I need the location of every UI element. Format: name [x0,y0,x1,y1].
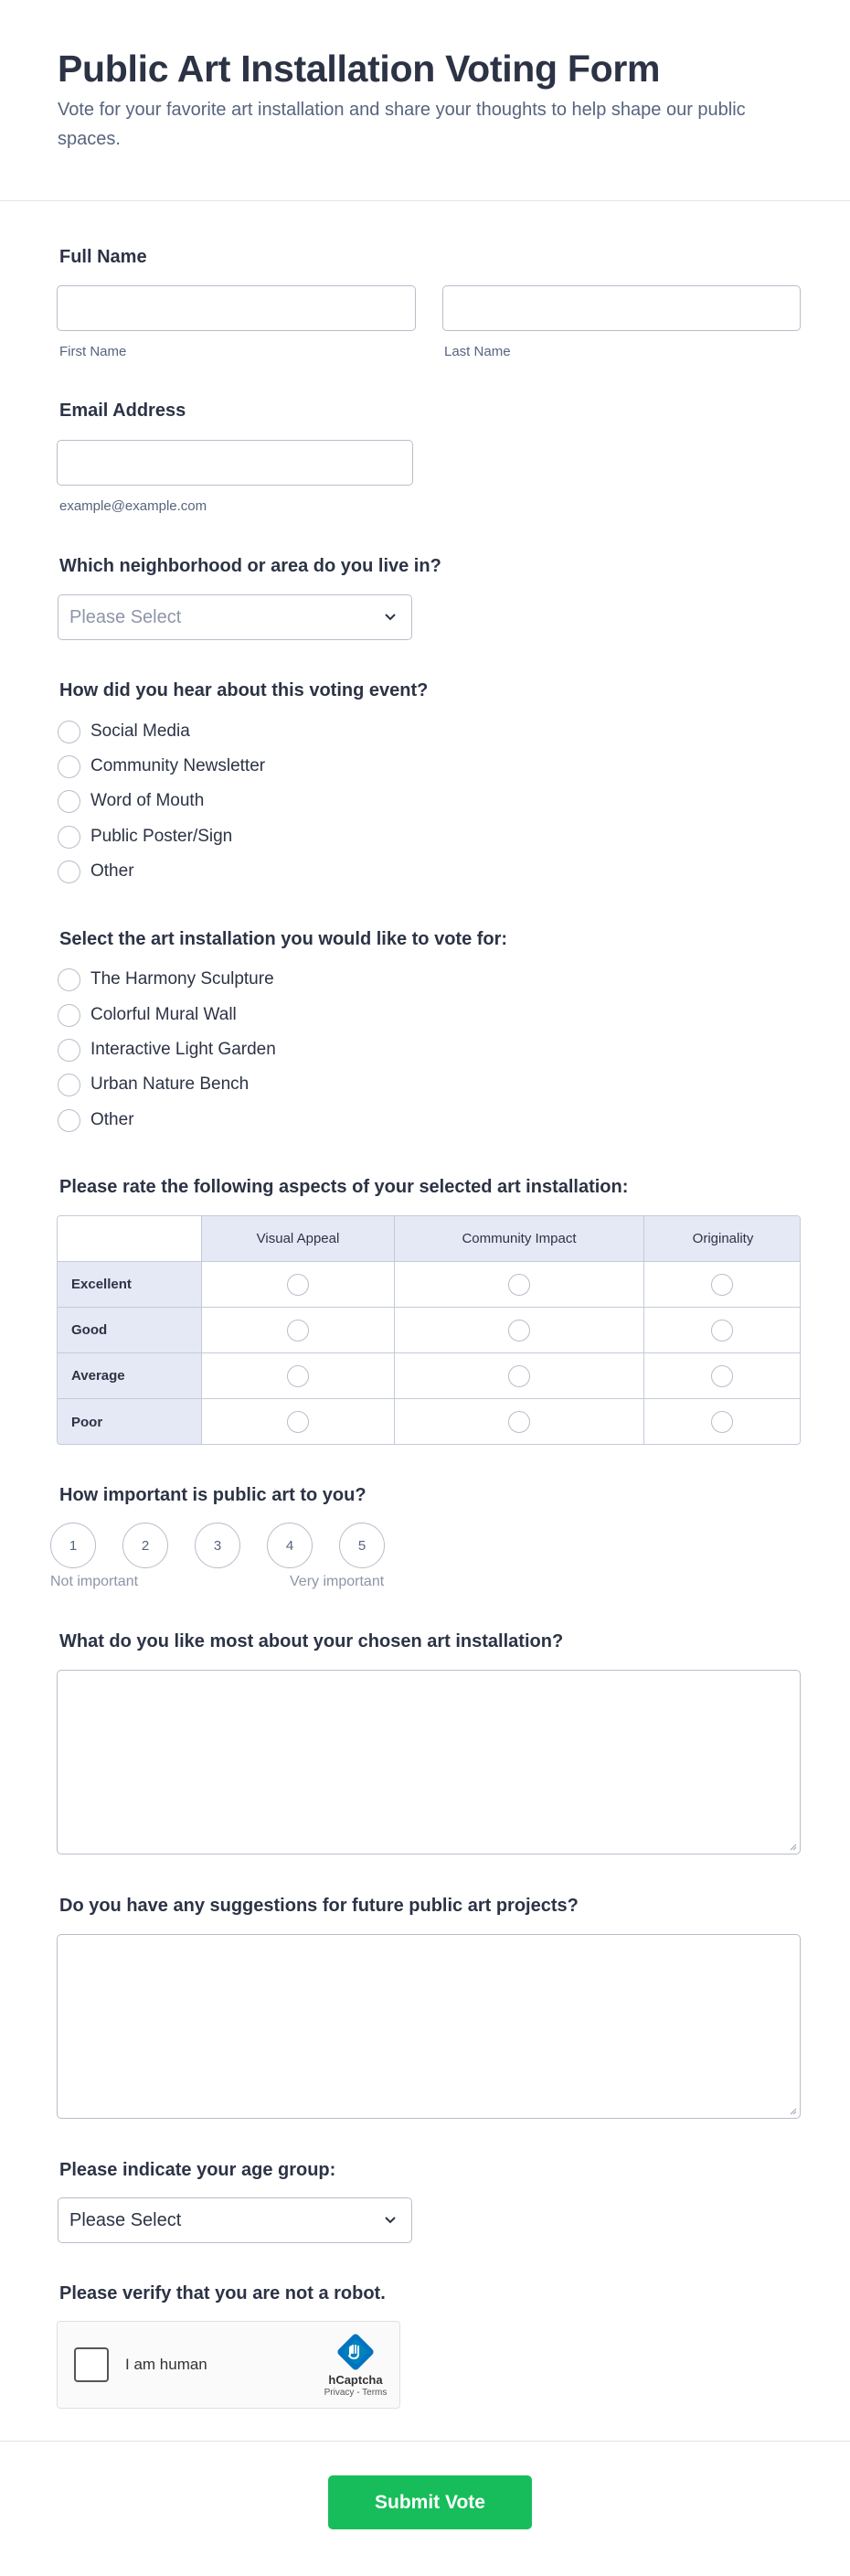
scale-option-4[interactable]: 4 [267,1523,313,1568]
matrix-radio-good-impact[interactable] [508,1320,530,1341]
installation-option[interactable] [58,1107,134,1133]
neighborhood-select[interactable] [58,594,412,640]
captcha-brand: hCaptcha [328,2373,383,2387]
last-name-sublabel: Last Name [444,344,511,359]
matrix-column-header: Originality [644,1216,801,1262]
radio-label: Colorful Mural Wall [90,1005,237,1024]
email-label: Email Address [59,401,186,421]
captcha-question-label: Please verify that you are not a robot. [59,2283,386,2303]
captcha-checkbox-label: I am human [125,2356,207,2373]
last-name-input[interactable] [442,285,801,331]
scale-option-1[interactable]: 1 [50,1523,96,1568]
captcha-privacy-terms-link[interactable]: Privacy - Terms [324,2388,388,2398]
matrix-radio-poor-impact[interactable] [508,1411,530,1433]
form-title: Public Art Installation Voting Form [58,48,661,90]
matrix-radio-excellent-visual[interactable] [287,1274,309,1296]
rating-matrix [57,1215,801,1445]
radio-label: Public Poster/Sign [90,827,233,846]
form-description: Vote for your favorite art installation and share your thoughts to help shape our public spaces. [58,100,746,149]
resize-grip-icon[interactable] [788,1842,797,1851]
matrix-row-label: Poor [58,1399,202,1445]
heard-about-label: How did you hear about this voting event? [59,680,429,700]
age-group-select-value: Please Select [69,2210,182,2230]
radio-button[interactable] [58,755,80,778]
radio-button[interactable] [58,1004,80,1027]
heard-about-option[interactable] [58,788,204,814]
email-sublabel: example@example.com [59,498,207,514]
rating-matrix-label: Please rate the following aspects of your selected art installation: [59,1177,629,1197]
radio-label: Interactive Light Garden [90,1040,276,1059]
scale-option-2[interactable]: 2 [122,1523,168,1568]
hcaptcha-logo-icon [336,2333,375,2371]
scale-high-label: Very important [290,1574,385,1589]
neighborhood-select-value: Please Select [69,607,182,627]
radio-button[interactable] [58,790,80,813]
radio-button[interactable] [58,860,80,883]
likes-label: What do you like most about your chosen art installation? [59,1631,564,1651]
first-name-input[interactable] [57,285,416,331]
radio-label: Other [90,861,134,881]
suggestions-textarea[interactable] [57,1934,801,2119]
radio-button[interactable] [58,968,80,991]
hcaptcha-widget [57,2321,400,2409]
matrix-row-label: Average [58,1353,202,1399]
installation-option[interactable] [58,1002,237,1028]
heard-about-option[interactable] [58,824,232,850]
captcha-checkbox[interactable] [74,2347,109,2382]
scale-low-label: Not important [50,1574,139,1589]
installation-option[interactable] [58,1037,276,1063]
radio-button[interactable] [58,1074,80,1096]
radio-label: Other [90,1110,134,1129]
likes-textarea[interactable] [57,1670,801,1855]
matrix-row-label: Excellent [58,1262,202,1308]
matrix-radio-poor-originality[interactable] [711,1411,733,1433]
radio-button[interactable] [58,1109,80,1132]
radio-button[interactable] [58,826,80,849]
radio-label: Word of Mouth [90,791,205,810]
installation-option[interactable] [58,1072,249,1097]
age-group-label: Please indicate your age group: [59,2160,336,2180]
form-header [0,0,850,201]
installation-label: Select the art installation you would like to vote for: [59,929,508,949]
heard-about-option[interactable] [58,719,190,744]
email-input[interactable] [57,440,413,486]
suggestions-label: Do you have any suggestions for future public art projects? [59,1896,579,1916]
heard-about-option[interactable] [58,754,265,779]
matrix-radio-average-visual[interactable] [287,1365,309,1387]
age-group-select[interactable] [58,2197,412,2243]
radio-label: The Harmony Sculpture [90,969,274,989]
matrix-corner [58,1216,202,1262]
scale-option-3[interactable]: 3 [195,1523,240,1568]
radio-label: Community Newsletter [90,756,266,775]
full-name-label: Full Name [59,247,147,267]
matrix-radio-excellent-originality[interactable] [711,1274,733,1296]
matrix-column-header: Visual Appeal [202,1216,395,1262]
matrix-radio-poor-visual[interactable] [287,1411,309,1433]
radio-button[interactable] [58,1039,80,1062]
heard-about-option[interactable] [58,859,134,884]
matrix-radio-good-visual[interactable] [287,1320,309,1341]
chevron-down-icon [382,608,398,625]
matrix-radio-average-impact[interactable] [508,1365,530,1387]
submit-vote-button[interactable]: Submit Vote [328,2475,532,2529]
matrix-radio-good-originality[interactable] [711,1320,733,1341]
radio-button[interactable] [58,721,80,743]
chevron-down-icon [382,2211,398,2228]
radio-label: Urban Nature Bench [90,1074,250,1094]
resize-grip-icon[interactable] [788,2106,797,2115]
installation-option[interactable] [58,967,274,992]
importance-label: How important is public art to you? [59,1485,367,1505]
first-name-sublabel: First Name [59,344,127,359]
radio-label: Social Media [90,721,190,741]
matrix-radio-excellent-impact[interactable] [508,1274,530,1296]
matrix-row-label: Good [58,1308,202,1353]
matrix-radio-average-originality[interactable] [711,1365,733,1387]
scale-option-5[interactable]: 5 [339,1523,385,1568]
matrix-column-header: Community Impact [395,1216,644,1262]
neighborhood-label: Which neighborhood or area do you live in? [59,556,441,576]
